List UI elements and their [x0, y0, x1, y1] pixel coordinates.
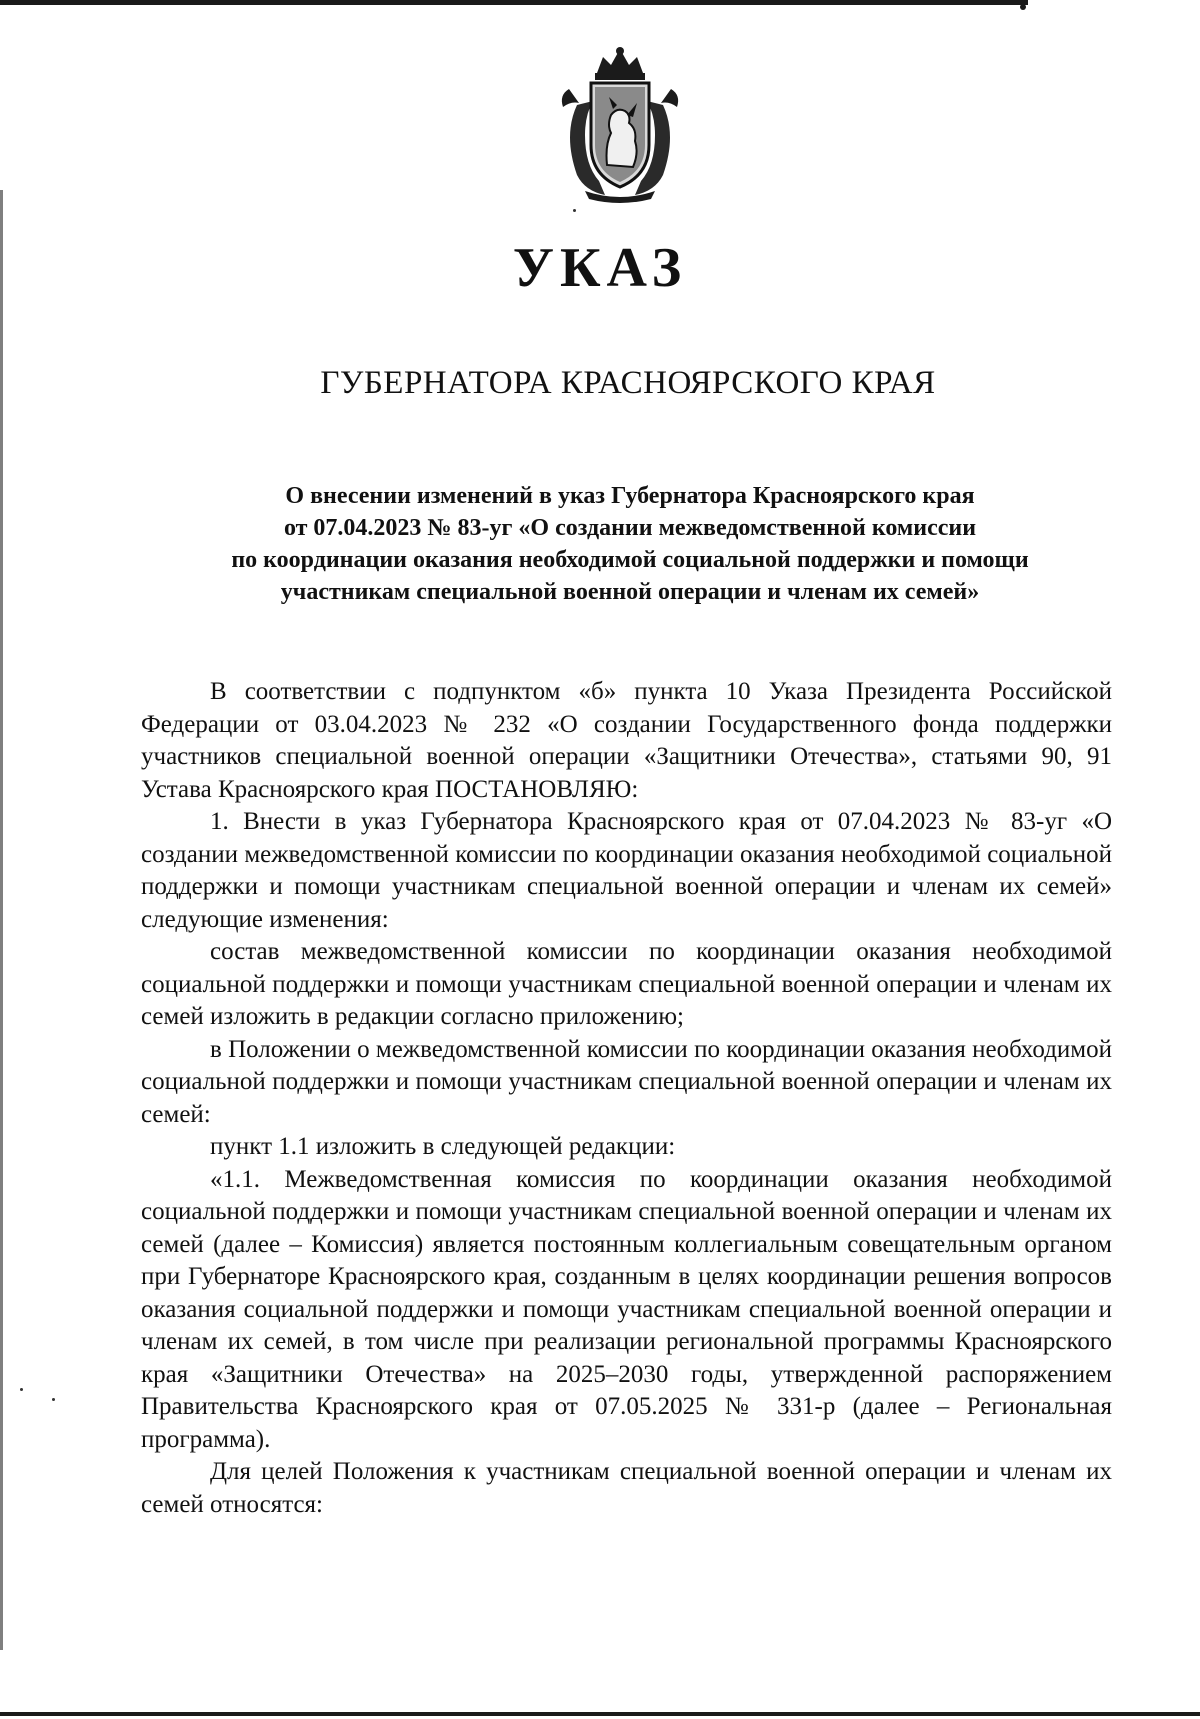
heading-line: по координации оказания необходимой социальной поддержки и помощи: [231, 547, 1029, 573]
document-title: УКАЗ: [512, 237, 688, 299]
document-body: [141, 676, 1112, 1521]
paragraph-composition: состав межведомственной комиссии по координации оказания необходимой социальной поддержки и помощи участникам специальной военной операции и членам их семей изложить в редакции согласно приложению;: [141, 938, 1112, 1030]
heading-line: от 07.04.2023 № 83-уг «О создании межведомственной комиссии: [283, 515, 977, 541]
paragraph-item-1: 1. Внести в указ Губернатора Красноярского края от 07.04.2023 № 83-уг «О создании межведомственной комиссии по координации оказания необходимой социальной поддержки и помощи участникам специальной военной операции и членам их семей» следующие изменения:: [141, 808, 1112, 933]
paragraph-point-1-1-intro: пункт 1.1 изложить в следующей редакции:: [210, 1133, 676, 1160]
heading-line: О внесении изменений в указ Губернатора Красноярского края: [285, 483, 975, 509]
bottom-border-line: [0, 1712, 1200, 1716]
document-heading: [130, 480, 1130, 608]
paragraph-preamble: В соответствии с подпунктом «б» пункта 10 Указа Президента Российской Федерации от 03.04.2023 № 232 «О создании Государственного фонда поддержки участников специальной военной операции «Защитники Отечества», статьями 90, 91 Устава Красноярского края ПОСТАНОВЛЯЮ:: [141, 678, 1112, 803]
paragraph-regulation: в Положении о межведомственной комиссии по координации оказания необходимой социальной поддержки и помощи участникам специальной военной операции и членам их семей:: [141, 1035, 1112, 1128]
coat-of-arms-icon: [555, 45, 685, 203]
paragraph-participants: Для целей Положения к участникам специальной военной операции и членам их семей относятся:: [141, 1458, 1112, 1518]
scan-speck: [20, 1388, 23, 1391]
scan-speck: [573, 209, 576, 212]
top-border-mark: [1020, 4, 1026, 10]
scan-speck: [52, 1398, 55, 1401]
document-issuer: ГУБЕРНАТОРА КРАСНОЯРСКОГО КРАЯ: [320, 365, 936, 401]
scan-left-edge: [0, 190, 3, 1650]
paragraph-point-1-1: «1.1. Межведомственная комиссия по координации оказания необходимой социальной поддержки и помощи участникам специальной военной операции и членам их семей (далее – Комиссия) является постоянным коллегиальным совещательным органом при Губернаторе Красноярского края, созданным в целях координации решения вопросов оказания социальной поддержки и помощи участникам специальной военной операции и членам их семей, в том числе при реализации региональной программы Красноярского края «Защитники Отечества» на 2025–2030 годы, утвержденной распоряжением Правительства Красноярского края от 07.05.2025 № 331-р (далее – Региональная программа).: [141, 1165, 1112, 1453]
top-border-line: [0, 0, 1028, 5]
heading-line: участникам специальной военной операции и членам их семей»: [280, 579, 980, 605]
